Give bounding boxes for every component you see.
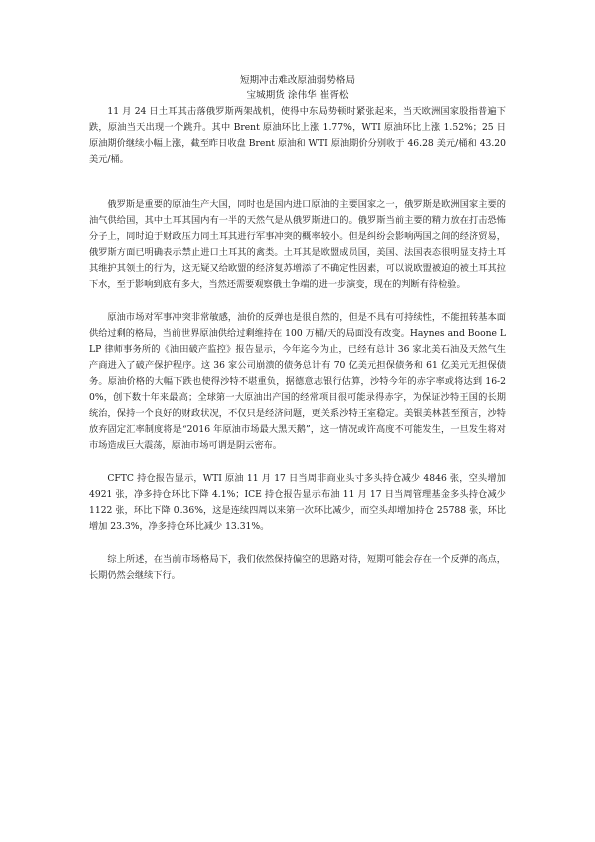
document-authors: 宝城期货 涂伟华 崔胥松 [246,90,349,101]
document-title: 短期冲击难改原油弱势格局 [239,75,356,86]
paragraph-oversupply: 原油市场对军事冲突非常敏感，油价的反弹也是很自然的，但是不具有可持续性，不能扭转基本面供给过剩的格局，当前世界原油供给过剩维持在 100 万桶/天的局面没有改变。Haynes and Boone LLP 律师事务所的《油田破产监控》报告显示，今年迄今为止，已经有总计 36 家北美石油及天然气生产商进入了破产保护程序。这 36 家公司崩溃的债务总计有 70 亿美元担保债务和 61 亿美元无担保债务。原油价格的大幅下跌也使得沙特不堪重负，据德意志银行估算，沙特今年的赤字率或将达到 16-20%，创下数十年来最高；全球第一大原油出产国的经常项目很可能录得赤字，为保证沙特王国的长期统治，保持一个良好的财政状况，不仅只是经济问题，更关系沙特王室稳定。美银美林甚至预言，沙特放弃固定汇率制度将是“2016 年原油市场最大黑天鹅”，这一情况或许高度不可能发生，一旦发生将对市场造成巨大震荡，原油市场可谓是阴云密布。 [89,312,506,451]
paragraph-conclusion: 综上所述，在当前市场格局下，我们依然保持偏空的思路对待，短期可能会存在一个反弹的高点，长期仍然会继续下行。 [89,554,506,581]
paragraph-positions: CFTC 持仓报告显示，WTI 原油 11 月 17 日当周非商业头寸多头持仓减少 4846 张，空头增加 4921 张，净多持仓环比下降 4.1%；ICE 持仓报告显示布油 11 月 17 日当周管理基金多头持仓减少 1122 张，环比下降 0.36%，这是连续四周以来第一次环比减少，而空头却增加持仓 25788 张，环比增加 23.3%，净多持仓环比减少 13.31%。 [89,473,506,532]
paragraph-russia-turkey: 俄罗斯是重要的原油生产大国，同时也是国内进口原油的主要国家之一，俄罗斯是欧洲国家主要的油气供给国，其中土耳其国内有一半的天然气是从俄罗斯进口的。俄罗斯当前主要的精力放在打击恐怖分子上，同时迫于财政压力同土耳其进行军事冲突的概率较小。但是纠纷会影响两国之间的经济贸易，俄罗斯方面已明确表示禁止进口土耳其的禽类。土耳其是欧盟成员国，美国、法国表态很明显支持土耳其维护其领土的行为，这无疑又给欧盟的经济复苏增添了不确定性因素，可以说欧盟被迫的被土耳其拉下水，至于影响到底有多大，当然还需要观察俄土争端的进一步演变，现在的判断有待检验。 [89,199,506,290]
paragraph-market-event: 11 月 24 日土耳其击落俄罗斯两架战机，使得中东局势顿时紧张起来，当天欧洲国家股指普遍下跌，原油当天出现一个跳升。其中 Brent 原油环比上涨 1.77%，WTI 原油环比上涨 1.52%；25 日原油期价继续小幅上涨，截至昨日收盘 Brent 原油和 WTI 原油期价分别收于 46.28 美元/桶和 43.20 美元/桶。 [89,106,506,165]
